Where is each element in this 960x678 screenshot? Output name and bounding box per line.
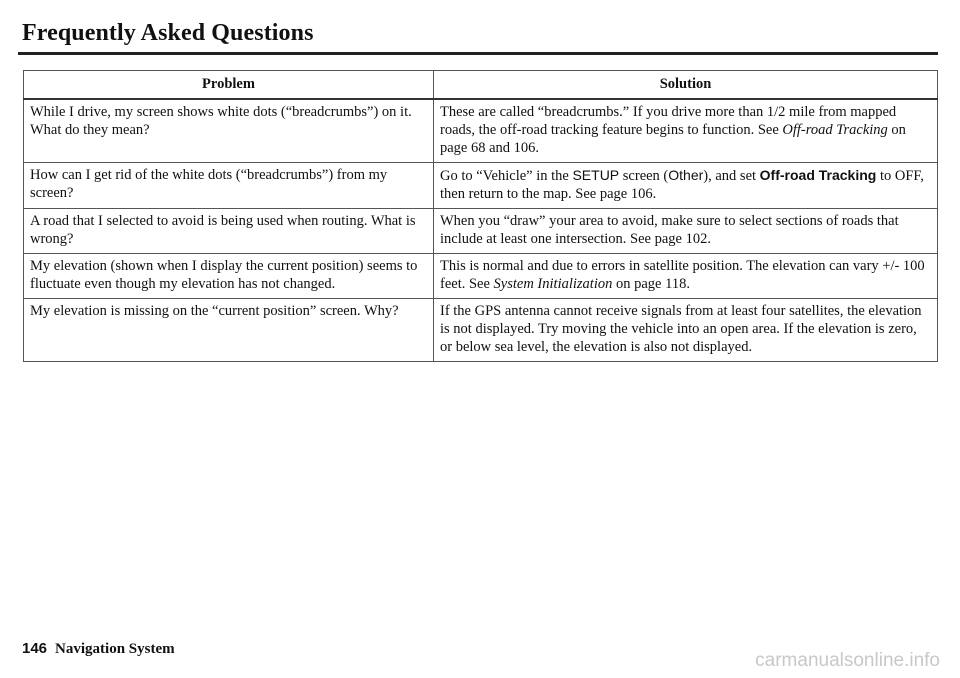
cross-reference: Off-road Tracking	[782, 122, 888, 138]
solution-text: Go to “Vehicle” in the	[440, 168, 573, 184]
table-row	[24, 209, 938, 254]
table-row	[24, 254, 938, 299]
solution-text: screen (	[619, 168, 669, 184]
solution-text-tail: on page 118.	[612, 276, 690, 292]
problem-cell: My elevation (shown when I display the current position) seems to fluctuate even though my elevation has not changed.	[24, 254, 434, 299]
solution-cell	[434, 254, 938, 299]
problem-cell: A road that I selected to avoid is being used when routing. What is wrong?	[24, 209, 434, 254]
solution-text: This is normal and due to errors in satellite position. The elevation can vary +/- 100 feet. See	[440, 258, 925, 292]
problem-cell: While I drive, my screen shows white dots (“breadcrumbs”) on it. What do they mean?	[24, 99, 434, 163]
table-row	[24, 163, 938, 209]
solution-cell: When you “draw” your area to avoid, make sure to select sections of roads that include at least one intersection. See page 102.	[434, 209, 938, 254]
solution-cell	[434, 99, 938, 163]
column-header-solution: Solution	[434, 71, 938, 100]
table-row	[24, 299, 938, 362]
cross-reference: System Initialization	[493, 276, 613, 292]
section-name: Navigation System	[55, 641, 175, 657]
watermark: carmanualsonline.info	[755, 650, 940, 671]
faq-table	[23, 70, 938, 362]
problem-cell: My elevation is missing on the “current position” screen. Why?	[24, 299, 434, 362]
page-title: Frequently Asked Questions	[22, 20, 314, 46]
solution-text-tail: on page 68 and 106.	[440, 122, 906, 156]
solution-cell: If the GPS antenna cannot receive signals from at least four satellites, the elevation is not displayed. Try moving the vehicle into an open area. If the elevation is zero, or below sea level, the elevation is also not displayed.	[434, 299, 938, 362]
screen-keyword: Other	[668, 167, 704, 183]
screen-keyword: SETUP	[572, 167, 620, 183]
setting-keyword: Off-road Tracking	[759, 167, 877, 183]
solution-text: These are called “breadcrumbs.” If you drive more than 1/2 mile from mapped roads, the off-road tracking feature begins to function. See	[440, 104, 897, 138]
page-number: 146	[22, 640, 48, 657]
table-header-row	[24, 71, 938, 100]
table-row	[24, 99, 938, 163]
solution-text: ), and set	[703, 168, 760, 184]
solution-text-tail: to OFF, then return to the map. See page 106.	[440, 168, 924, 202]
page-footer	[22, 640, 175, 658]
column-header-problem: Problem	[24, 71, 434, 100]
problem-cell: How can I get rid of the white dots (“breadcrumbs”) from my screen?	[24, 163, 434, 209]
solution-cell	[434, 163, 938, 209]
title-divider	[18, 52, 938, 55]
